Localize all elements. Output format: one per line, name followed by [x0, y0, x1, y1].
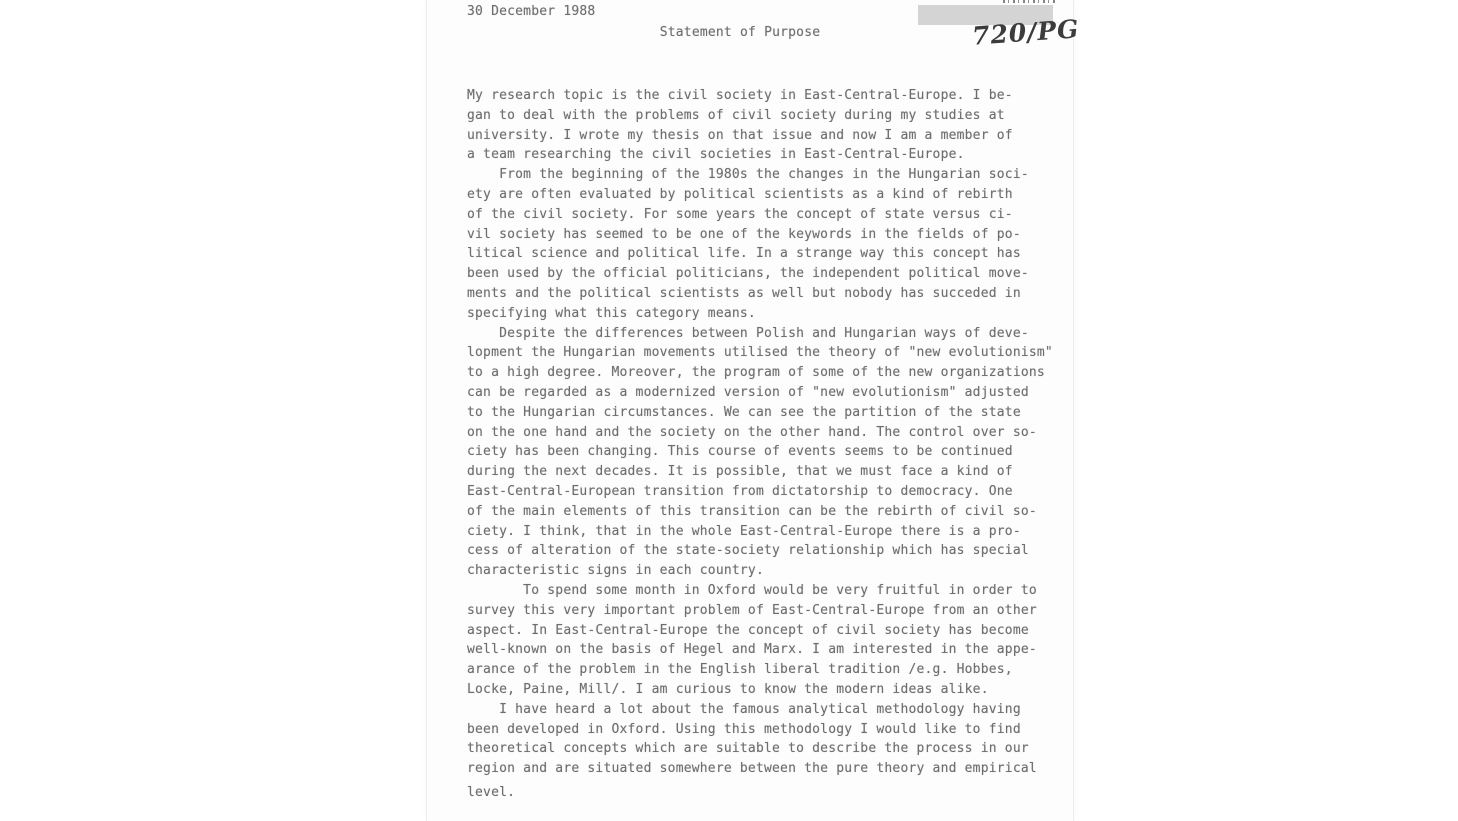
body-line: specifying what this category means.	[467, 305, 756, 321]
body-line: characteristic signs in each country.	[467, 563, 764, 579]
body-line: to the Hungarian circumstances. We can see the partition of the state	[467, 404, 1021, 420]
body-line: on the one hand and the society on the other hand. The control over so-	[467, 424, 1037, 440]
body-line: To spend some month in Oxford would be very fruitful in order to	[467, 582, 1037, 598]
body-line: well-known on the basis of Hegel and Marx. I am interested in the appe-	[467, 642, 1037, 658]
body-line: lopment the Hungarian movements utilised the theory of "new evolutionism"	[467, 345, 1053, 361]
body-line: ments and the political scientists as well but nobody has succeded in	[467, 285, 1021, 301]
body-line: vil society has seemed to be one of the keywords in the fields of po-	[467, 226, 1021, 242]
body-line: ciety has been changing. This course of events seems to be continued	[467, 444, 1013, 460]
body-line: gan to deal with the problems of civil society during my studies at	[467, 107, 1005, 123]
body-line: been developed in Oxford. Using this methodology I would like to find	[467, 721, 1021, 737]
body-line: East-Central-European transition from dictatorship to democracy. One	[467, 483, 1013, 499]
body-line: survey this very important problem of East-Central-Europe from an other	[467, 602, 1037, 618]
document-body	[467, 86, 1063, 803]
body-line: litical science and political life. In a strange way this concept has	[467, 246, 1021, 262]
body-line: arance of the problem in the English liberal tradition /e.g. Hobbes,	[467, 662, 1013, 678]
body-line: aspect. In East-Central-Europe the concept of civil society has become	[467, 622, 1029, 638]
body-line: My research topic is the civil society in East-Central-Europe. I be-	[467, 88, 1013, 103]
cutoff-text-fragment	[1003, 0, 1057, 3]
document-date: 30 December 1988	[467, 4, 596, 19]
scanned-document-page	[426, 0, 1081, 821]
body-line: ety are often evaluated by political scientists as a kind of rebirth	[467, 186, 1013, 202]
body-line: of the civil society. For some years the concept of state versus ci-	[467, 206, 1013, 222]
body-line: can be regarded as a modernized version of "new evolutionism" adjusted	[467, 384, 1029, 400]
body-line: during the next decades. It is possible, that we must face a kind of	[467, 464, 1013, 480]
body-line: Despite the differences between Polish and Hungarian ways of deve-	[467, 325, 1029, 341]
body-line: university. I wrote my thesis on that issue and now I am a member of	[467, 127, 1013, 143]
document-title: Statement of Purpose	[659, 25, 821, 40]
body-line: level.	[467, 784, 516, 800]
body-line: Locke, Paine, Mill/. I am curious to know the modern ideas alike.	[467, 681, 989, 697]
body-line: ciety. I think, that in the whole East-Central-Europe there is a pro-	[467, 523, 1021, 539]
body-line: of the main elements of this transition can be the rebirth of civil so-	[467, 503, 1037, 519]
body-line: From the beginning of the 1980s the changes in the Hungarian soci-	[467, 167, 1029, 183]
body-line: theoretical concepts which are suitable to describe the process in our	[467, 741, 1029, 757]
body-line: cess of alteration of the state-society relationship which has special	[467, 543, 1029, 559]
body-line: to a high degree. Moreover, the program of some of the new organizations	[467, 365, 1045, 381]
body-line: a team researching the civil societies in East-Central-Europe.	[467, 147, 965, 163]
body-line: I have heard a lot about the famous analytical methodology having	[467, 701, 1021, 717]
body-line: region and are situated somewhere between the pure theory and empirical	[467, 761, 1037, 777]
body-line: been used by the official politicians, the independent political move-	[467, 266, 1029, 282]
handwritten-annotation: 720/PG	[971, 14, 1081, 51]
